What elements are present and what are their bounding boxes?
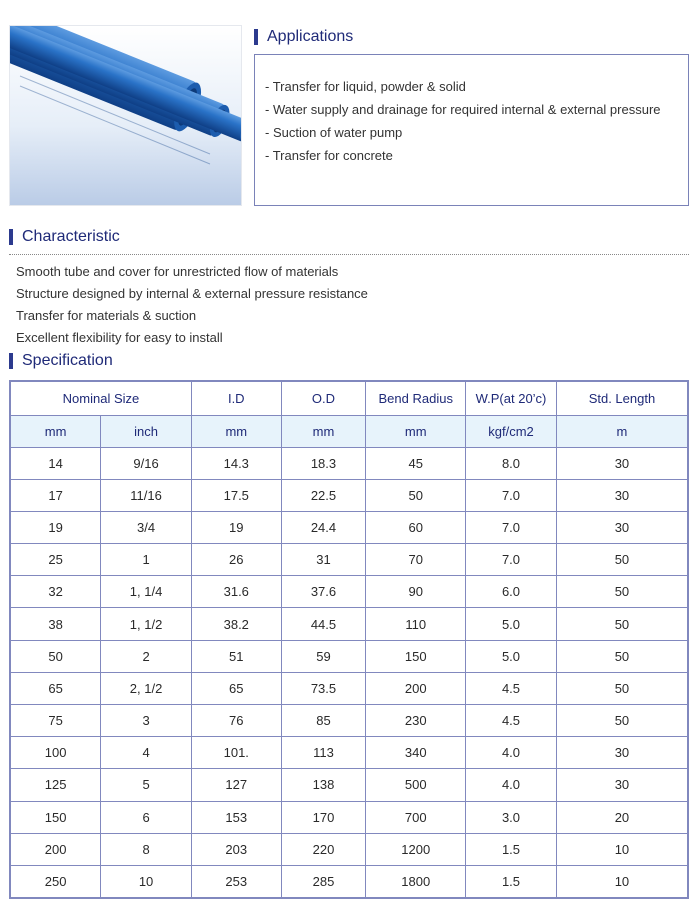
table-cell: 1200 — [366, 833, 466, 865]
applications-box — [254, 54, 689, 206]
table-cell: 18.3 — [281, 447, 366, 479]
table-cell: 125 — [10, 769, 101, 801]
table-cell: 19 — [10, 511, 101, 543]
table-cell: 230 — [366, 705, 466, 737]
unit-cell: m — [556, 415, 688, 447]
table-cell: 127 — [191, 769, 281, 801]
heading-marker — [9, 353, 13, 369]
table-cell: 50 — [556, 544, 688, 576]
table-cell: 65 — [191, 672, 281, 704]
unit-cell: mm — [10, 415, 101, 447]
table-cell: 17.5 — [191, 479, 281, 511]
table-cell: 200 — [366, 672, 466, 704]
application-item: - Suction of water pump — [265, 125, 403, 140]
table-cell: 6 — [101, 801, 192, 833]
table-cell: 14 — [10, 447, 101, 479]
table-row — [10, 705, 688, 737]
table-cell: 110 — [366, 608, 466, 640]
table-cell: 500 — [366, 769, 466, 801]
characteristic-title: Characteristic — [22, 228, 120, 245]
table-cell: 1 — [101, 544, 192, 576]
table-cell: 45 — [366, 447, 466, 479]
characteristic-item: Transfer for materials & suction — [16, 308, 197, 323]
table-cell: 100 — [10, 737, 101, 769]
table-cell: 30 — [556, 737, 688, 769]
table-cell: 150 — [10, 801, 101, 833]
table-cell: 24.4 — [281, 511, 366, 543]
table-cell: 60 — [366, 511, 466, 543]
table-cell: 340 — [366, 737, 466, 769]
table-cell: 2, 1/2 — [101, 672, 192, 704]
table-cell: 1, 1/2 — [101, 608, 192, 640]
table-cell: 44.5 — [281, 608, 366, 640]
table-cell: 4.0 — [466, 737, 557, 769]
table-cell: 26 — [191, 544, 281, 576]
table-row — [10, 511, 688, 543]
table-cell: 70 — [366, 544, 466, 576]
table-row — [10, 447, 688, 479]
header-id: I.D — [191, 381, 281, 415]
table-cell: 4 — [101, 737, 192, 769]
table-cell: 5 — [101, 769, 192, 801]
table-cell: 73.5 — [281, 672, 366, 704]
table-cell: 3/4 — [101, 511, 192, 543]
table-cell: 285 — [281, 865, 366, 897]
table-cell: 1.5 — [466, 865, 557, 897]
table-row — [10, 801, 688, 833]
unit-cell: mm — [191, 415, 281, 447]
applications-heading — [254, 28, 353, 46]
table-cell: 5.0 — [466, 608, 557, 640]
table-row — [10, 672, 688, 704]
heading-marker — [9, 229, 13, 245]
table-cell: 4.5 — [466, 705, 557, 737]
table-cell: 8 — [101, 833, 192, 865]
table-cell: 7.0 — [466, 479, 557, 511]
product-photo — [9, 25, 242, 206]
table-cell: 3 — [101, 705, 192, 737]
table-cell: 38 — [10, 608, 101, 640]
table-cell: 31 — [281, 544, 366, 576]
table-cell: 19 — [191, 511, 281, 543]
table-cell: 203 — [191, 833, 281, 865]
table-row — [10, 608, 688, 640]
table-cell: 101. — [191, 737, 281, 769]
table-cell: 85 — [281, 705, 366, 737]
applications-title: Applications — [267, 28, 354, 45]
table-row — [10, 833, 688, 865]
application-item: - Water supply and drainage for required internal & external pressure — [265, 102, 661, 117]
table-cell: 50 — [556, 576, 688, 608]
table-row — [10, 479, 688, 511]
heading-marker — [254, 29, 258, 45]
table-cell: 75 — [10, 705, 101, 737]
header-od: O.D — [281, 381, 366, 415]
table-cell: 3.0 — [466, 801, 557, 833]
table-cell: 138 — [281, 769, 366, 801]
table-row — [10, 769, 688, 801]
table-cell: 76 — [191, 705, 281, 737]
table-row — [10, 640, 688, 672]
table-cell: 1, 1/4 — [101, 576, 192, 608]
table-cell: 9/16 — [101, 447, 192, 479]
table-cell: 59 — [281, 640, 366, 672]
table-row — [10, 544, 688, 576]
table-cell: 6.0 — [466, 576, 557, 608]
table-cell: 50 — [556, 705, 688, 737]
table-cell: 113 — [281, 737, 366, 769]
table-cell: 10 — [556, 865, 688, 897]
header-std-length: Std. Length — [556, 381, 688, 415]
table-cell: 30 — [556, 479, 688, 511]
table-cell: 200 — [10, 833, 101, 865]
header-working-pressure: W.P(at 20’c) — [466, 381, 557, 415]
table-cell: 7.0 — [466, 511, 557, 543]
table-cell: 37.6 — [281, 576, 366, 608]
table-cell: 153 — [191, 801, 281, 833]
table-cell: 38.2 — [191, 608, 281, 640]
header-nominal-size: Nominal Size — [10, 381, 191, 415]
table-cell: 90 — [366, 576, 466, 608]
table-cell: 4.0 — [466, 769, 557, 801]
section-divider — [9, 254, 689, 255]
application-item: - Transfer for liquid, powder & solid — [265, 79, 466, 94]
table-cell: 65 — [10, 672, 101, 704]
table-cell: 253 — [191, 865, 281, 897]
table-header-row — [10, 381, 688, 415]
table-cell: 22.5 — [281, 479, 366, 511]
application-item: - Transfer for concrete — [265, 148, 393, 163]
characteristic-heading — [9, 228, 120, 246]
unit-cell: mm — [281, 415, 366, 447]
table-row — [10, 865, 688, 897]
specification-title: Specification — [22, 352, 113, 369]
specification-table — [9, 380, 689, 899]
hose-illustration — [10, 26, 242, 206]
table-cell: 5.0 — [466, 640, 557, 672]
table-cell: 11/16 — [101, 479, 192, 511]
characteristic-item: Excellent flexibility for easy to install — [16, 330, 223, 345]
table-cell: 7.0 — [466, 544, 557, 576]
table-cell: 1800 — [366, 865, 466, 897]
unit-cell: kgf/cm2 — [466, 415, 557, 447]
table-cell: 4.5 — [466, 672, 557, 704]
table-cell: 700 — [366, 801, 466, 833]
table-cell: 50 — [10, 640, 101, 672]
table-cell: 8.0 — [466, 447, 557, 479]
table-row — [10, 737, 688, 769]
table-cell: 32 — [10, 576, 101, 608]
table-cell: 220 — [281, 833, 366, 865]
table-cell: 10 — [101, 865, 192, 897]
table-cell: 170 — [281, 801, 366, 833]
characteristic-item: Structure designed by internal & external pressure resistance — [16, 286, 368, 301]
table-row — [10, 576, 688, 608]
table-cell: 20 — [556, 801, 688, 833]
table-cell: 1.5 — [466, 833, 557, 865]
table-cell: 50 — [556, 672, 688, 704]
table-cell: 2 — [101, 640, 192, 672]
table-cell: 14.3 — [191, 447, 281, 479]
table-cell: 250 — [10, 865, 101, 897]
table-cell: 50 — [556, 640, 688, 672]
header-bend-radius: Bend Radius — [366, 381, 466, 415]
unit-cell: inch — [101, 415, 192, 447]
table-cell: 50 — [556, 608, 688, 640]
table-cell: 50 — [366, 479, 466, 511]
table-cell: 51 — [191, 640, 281, 672]
table-cell: 30 — [556, 511, 688, 543]
specification-heading — [9, 352, 113, 370]
table-units-row — [10, 415, 688, 447]
unit-cell: mm — [366, 415, 466, 447]
table-cell: 150 — [366, 640, 466, 672]
table-cell: 17 — [10, 479, 101, 511]
table-cell: 10 — [556, 833, 688, 865]
characteristic-item: Smooth tube and cover for unrestricted flow of materials — [16, 264, 339, 279]
table-cell: 30 — [556, 769, 688, 801]
table-cell: 25 — [10, 544, 101, 576]
table-cell: 30 — [556, 447, 688, 479]
table-cell: 31.6 — [191, 576, 281, 608]
